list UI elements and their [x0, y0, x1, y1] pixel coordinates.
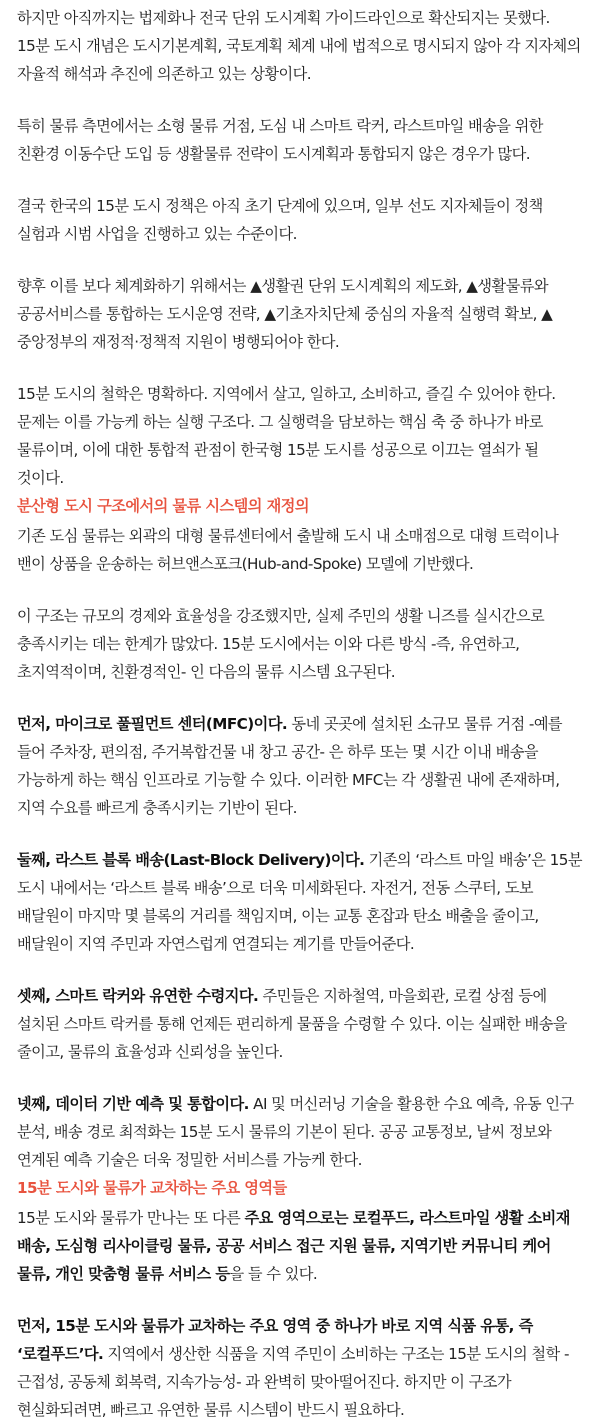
paragraph-text: AI 및 머신러닝 기술을 활용한 수요 예측, 유동 인구 분석, 배송 경로 최적화는 15분 도시 물류의 기본이 된다. 공공 교통정보, 날씨 정보와 연계된 예측 기술은 더욱 정밀한 서비스를 가능케 한다. — [17, 1095, 574, 1169]
paragraph — [17, 982, 584, 1066]
paragraph-text: 기존의 ‘라스트 마일 배송’은 15분 도시 내에서는 ‘라스트 블록 배송’으로 더욱 미세화된다. 자전거, 전동 스쿠터, 도보 배달원이 마지막 몇 블록의 거리를 책임지며, 이는 교통 혼잡과 탄소 배출을 줄이고, 배달원이 지역 주민과 자연스럽게 연결되는 계기를 만들어준다. — [17, 851, 582, 953]
paragraph: 향후 이를 보다 체계화하기 위해서는 ▲생활권 단위 도시계획의 제도화, ▲생활물류와 공공서비스를 통합하는 도시운영 전략, ▲기초자치단체 중심의 자율적 실행력 확보, ▲중앙정부의 재정적·정책적 지원이 병행되어야 한다. — [17, 277, 553, 351]
paragraph: 기존 도심 물류는 외곽의 대형 물류센터에서 출발해 도시 내 소매점으로 대형 트럭이나 밴이 상품을 운송하는 허브앤스포크(Hub-and-Spoke) 모델에 기반했다. — [17, 527, 559, 573]
section-heading: 분산형 도시 구조에서의 물류 시스템의 재정의 — [17, 497, 309, 515]
paragraph-text: 주민들은 지하철역, 마을회관, 로컬 상점 등에 설치된 스마트 락커를 통해 언제든 편리하게 물품을 수령할 수 있다. 이는 실패한 배송을 줄이고, 물류의 효율성과 신뢰성을 높인다. — [17, 987, 567, 1061]
paragraph: 이 구조는 규모의 경제와 효율성을 강조했지만, 실제 주민의 생활 니즈를 실시간으로 충족시키는 데는 한계가 많았다. 15분 도시에서는 이와 다른 방식 -즉, 유연하고, 초지역적이며, 친환경적인- 인 다음의 물류 시스템 요구된다. — [17, 607, 545, 681]
paragraph: 결국 한국의 15분 도시 정책은 아직 초기 단계에 있으며, 일부 선도 지자체들이 정책 실험과 시범 사업을 진행하고 있는 수준이다. — [17, 197, 543, 243]
bold-lead: 둘째, 라스트 블록 배송(Last-Block Delivery)이다. — [17, 851, 365, 869]
paragraph — [17, 1312, 584, 1424]
paragraph: 특히 물류 측면에서는 소형 물류 거점, 도심 내 스마트 락커, 라스트마일 배송을 위한 친환경 이동수단 도입 등 생활물류 전략이 도시계획과 통합되지 않은 경우가 많다. — [17, 117, 543, 163]
paragraph-text: 을 들 수 있다. — [229, 1265, 318, 1283]
paragraph-text: 동네 곳곳에 설치된 소규모 물류 거점 -예를 들어 주차장, 편의점, 주거복합건물 내 창고 공간- 은 하루 또는 몇 시간 이내 배송을 가능하게 하는 핵심 인프라로 기능할 수 있다. 이러한 MFC는 각 생활권 내에 존재하며, 지역 수요를 빠르게 충족시키는 기반이 된다. — [17, 715, 563, 817]
bold-lead: 먼저, 마이크로 풀필먼트 센터(MFC)이다. — [17, 715, 288, 733]
paragraph — [17, 846, 584, 958]
section-heading: 15분 도시와 물류가 교차하는 주요 영역들 — [17, 1179, 287, 1197]
paragraph-text: 지역에서 생산한 식품을 지역 주민이 소비하는 구조는 15분 도시의 철학 -근접성, 공동체 회복력, 지속가능성- 과 완벽히 맞아떨어진다. 하지만 이 구조가 현실화되려면, 빠르고 유연한 물류 시스템이 반드시 필요하다. — [17, 1345, 569, 1419]
bold-lead: 넷째, 데이터 기반 예측 및 통합이다. — [17, 1095, 249, 1113]
bold-phrase: 주요 영역으로는 로컬푸드, 라스트마일 생활 소비재 배송, 도심형 리사이클링 물류, 공공 서비스 접근 지원 물류, 지역기반 커뮤니티 케어 물류, 개인 맞춤형 물류 서비스 등 — [17, 1209, 570, 1283]
paragraph: 하지만 아직까지는 법제화나 전국 단위 도시계획 가이드라인으로 확산되지는 못했다. 15분 도시 개념은 도시기본계획, 국토계획 체계 내에 법적으로 명시되지 않아 각 지자체의 자율적 해석과 추진에 의존하고 있는 상황이다. — [17, 9, 581, 83]
paragraph — [17, 710, 584, 822]
paragraph-text: 15분 도시와 물류가 만나는 또 다른 — [17, 1209, 245, 1227]
bold-lead: 먼저, 15분 도시와 물류가 교차하는 주요 영역 중 하나가 바로 지역 식품 유통, 즉 ‘로컬푸드’다. — [17, 1317, 533, 1363]
paragraph — [17, 1090, 584, 1174]
paragraph: 15분 도시의 철학은 명확하다. 지역에서 살고, 일하고, 소비하고, 즐길 수 있어야 한다. 문제는 이를 가능케 하는 실행 구조다. 그 실행력을 담보하는 핵심 축 중 하나가 바로 물류이며, 이에 대한 통합적 관점이 한국형 15분 도시를 성공으로 이끄는 열쇠가 될 것이다. — [17, 385, 556, 487]
paragraph — [17, 1204, 584, 1288]
bold-lead: 셋째, 스마트 락커와 유연한 수령지다. — [17, 987, 259, 1005]
